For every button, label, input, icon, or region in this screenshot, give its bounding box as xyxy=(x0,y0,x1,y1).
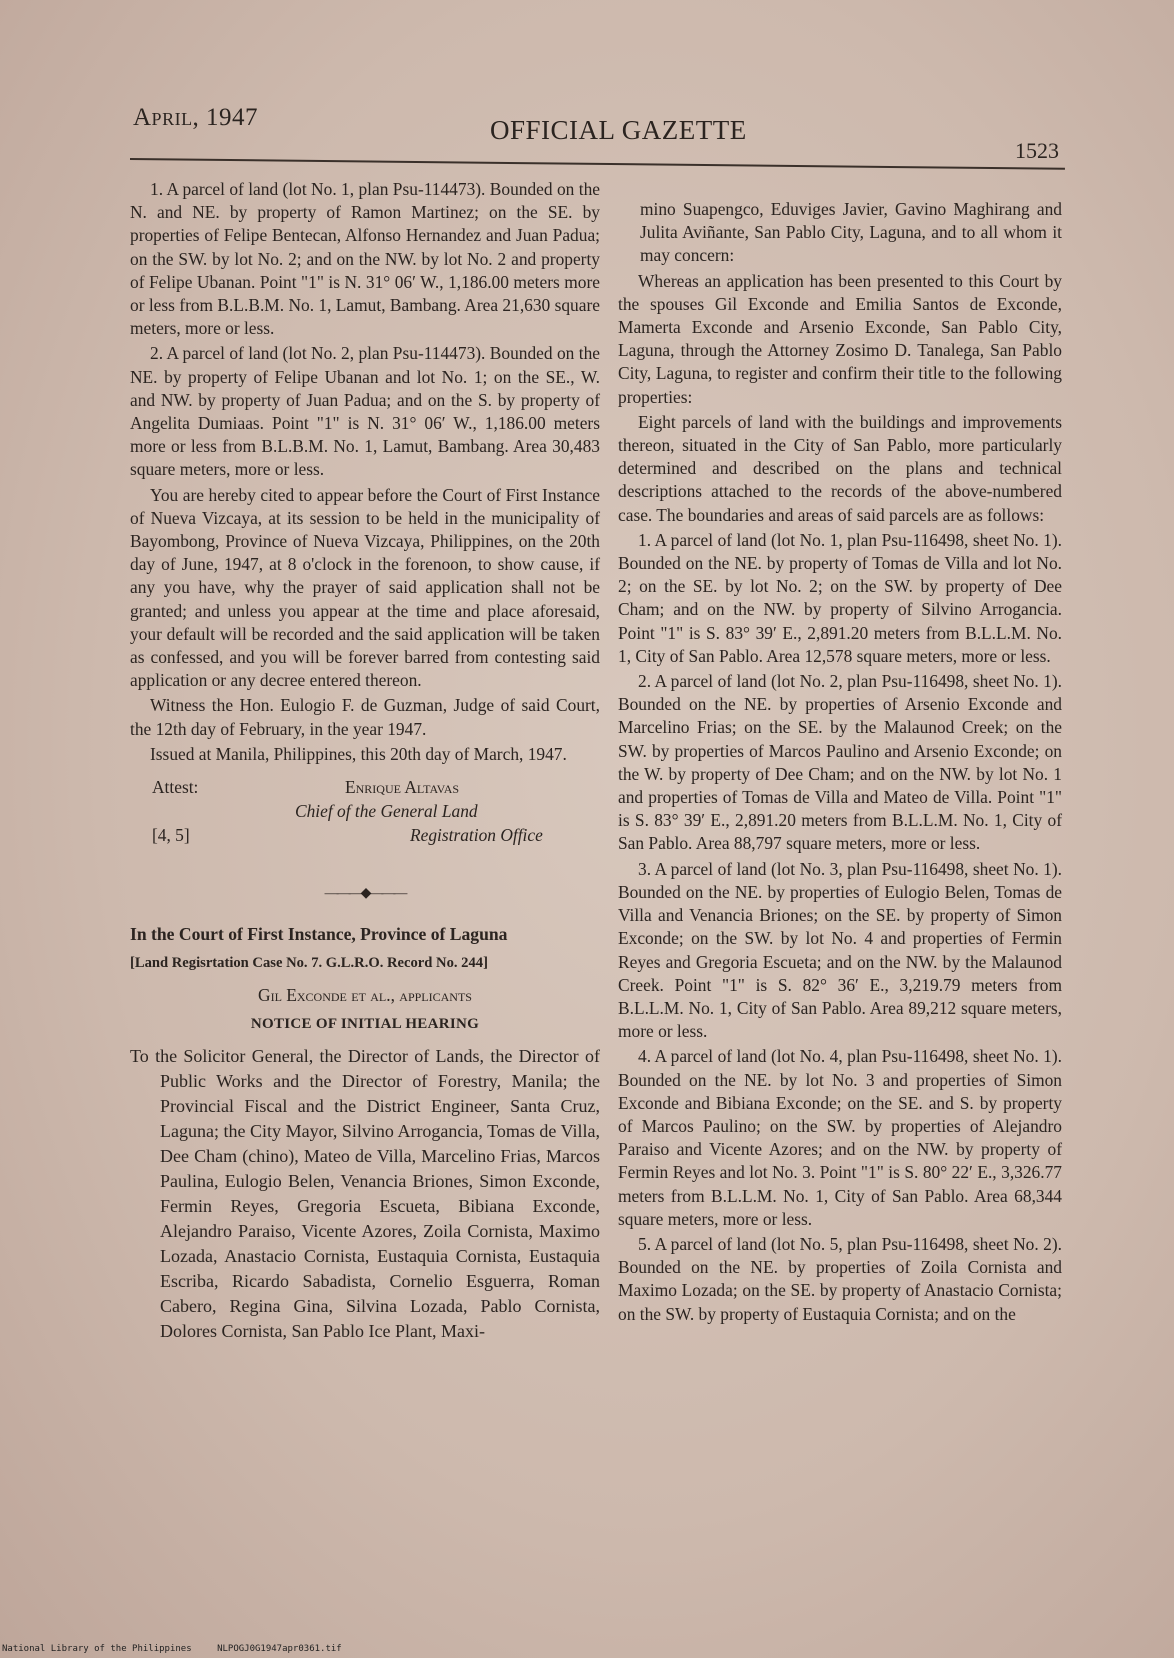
scan-footer xyxy=(2,1644,362,1654)
signer-office: Registration Office xyxy=(410,825,543,846)
case-line: [Land Regisrtation Case No. 7. G.L.R.O. Record No. 244] xyxy=(130,955,488,972)
header-date: April, 1947 xyxy=(133,104,259,131)
parcel-paragraph: 1. A parcel of land (lot No. 1, plan Psu-114473). Bounded on the N. and NE. by property of Ramon Martinez; on the SE. by properties of Felipe Bentecan, Alfonso Hernandez and Juan Padua; on the SW. by lot No. 2; and on the NW. by lot No. 2 and property of Felipe Ubanan. Point "1" is N. 31° 06′ W., 1,186.00 meters more or less from B.L.B.M. No. 1, Lamut, Bambang. Area 21,630 square meters, more or less. xyxy=(130,179,600,339)
issued-paragraph: Issued at Manila, Philippines, this 20th day of March, 1947. xyxy=(150,743,567,764)
parcel-paragraph: 2. A parcel of land (lot No. 2, plan Psu-114473). Bounded on the NE. by property of Felipe Ubanan and lot No. 1; on the SE., W. and NW. by property of Juan Padua; and on the S. by property of Angelita Dumiaas. Point "1" is N. 31° 06′ W., 1,186.00 meters more or less from B.L.B.M. No. 1, Lamut, Bambang. Area 30,483 square meters, more or less. xyxy=(130,343,600,480)
page-number: 1523 xyxy=(1015,138,1059,163)
attestation-block xyxy=(130,776,600,872)
parcel-paragraph: 5. A parcel of land (lot No. 5, plan Psu-116498, sheet No. 2). Bounded on the NE. by properties of Zoila Cornista and Maximo Lozada; on the SE. by property of Anastacio Cornista; on the SW. by property of Eustaquia Cornista; and on the xyxy=(618,1233,1062,1324)
left-column xyxy=(130,178,600,1346)
footer-file: NLPOGJ0G1947apr0361.tif xyxy=(217,1644,342,1654)
header-title: OFFICIAL GAZETTE xyxy=(490,115,747,145)
right-column xyxy=(618,198,1062,1328)
parties-line: Gil Exconde et al., applicants xyxy=(258,984,472,1005)
addressees-continued: mino Suapengco, Eduviges Javier, Gavino Maghirang and Julita Aviñante, San Pablo City, Laguna, and to all whom it may concern: xyxy=(640,199,1062,266)
issue-reference: [4, 5] xyxy=(152,825,190,846)
citation-paragraph: You are hereby cited to appear before the Court of First Instance of Nueva Vizcaya, at its session to be held in the municipality of Bayombong, Province of Nueva Vizcaya, Philippines, on the 20th day of June, 1947, at 8 o'clock in the forenoon, to show cause, if any you have, why the prayer of said application shall not be granted; and unless you appear at the time and place aforesaid, your default will be recorded and the said application will be taken as confessed, and you will be forever barred from contesting said application or any decree entered thereon. xyxy=(130,484,600,691)
parcel-paragraph: 1. A parcel of land (lot No. 1, plan Psu-116498, sheet No. 1). Bounded on the NE. by property of Tomas de Villa and lot No. 2; on the SE. by lot No. 2; on the SW. by property of Dee Cham; and on the NW. by property of Silvino Arrogancia. Point "1" is S. 83° 39′ E., 2,891.20 meters from B.L.L.M. No. 1, City of San Pablo. Area 12,578 square meters, more or less. xyxy=(618,529,1062,666)
parcel-paragraph: 2. A parcel of land (lot No. 2, plan Psu-116498, sheet No. 1). Bounded on the NE. by properties of Arsenio Exconde and Marcelino Frias; on the SE. by the Malaunod Creek; on the SW. by properties of Marcos Paulino and Arsenio Exconde; on the W. by property of Dee Cham; and on the NW. by lot No. 1 and properties of Tomas de Villa and Mateo de Villa. Point "1" is S. 83° 39′ E., 2,891.20 meters from B.L.L.M. No. 1, City of San Pablo. Area 88,797 square meters, more or less. xyxy=(618,671,1062,854)
parcel-paragraph: 4. A parcel of land (lot No. 4, plan Psu-116498, sheet No. 1). Bounded on the NE. by lot No. 3 and properties of Simon Exconde and Bibiana Exconde; on the SE. and S. by property of Marcos Paulino; on the SW. by properties of Alejandro Paraiso and Vicente Azores; and on the NW. by property of Fermin Reyes and lot No. 3. Point "1" is S. 80° 22′ E., 3,326.77 meters from B.L.L.M. No. 1, City of San Pablo. Area 68,344 square meters, more or less. xyxy=(618,1046,1062,1229)
section-divider: ―――◆――― xyxy=(324,886,406,902)
notice-title: NOTICE OF INITIAL HEARING xyxy=(250,1015,480,1032)
court-heading: In the Court of First Instance, Province of Laguna xyxy=(130,924,508,945)
addressees-paragraph: To the Solicitor General, the Director of Lands, the Director of Public Works and the Director of Forestry, Manila; the Provincial Fiscal and the District Engineer, Santa Cruz, Laguna; the City Mayor, Silvino Arrogancia, Tomas de Villa, Dee Cham (chino), Mateo de Villa, Marcelino Frias, Marcos Paulina, Eulogio Belen, Venancia Briones, Simon Exconde, Fermin Reyes, Gregoria Escueta, Bibiana Exconde, Alejandro Paraiso, Vicente Azores, Zoila Cornista, Maximo Lozada, Anastacio Cornista, Eustaquia Cornista, Eustaquia Escriba, Ricardo Sabadista, Cornelio Esguerra, Roman Cabero, Regina Gina, Silvina Lozada, Pablo Cornista, Dolores Cornista, San Pablo Ice Plant, Maxi- xyxy=(130,1046,600,1342)
attest-label: Attest: xyxy=(152,777,199,798)
header-rule xyxy=(130,158,1065,170)
whereas-paragraph: Whereas an application has been presented to this Court by the spouses Gil Exconde and Emilia Santos de Exconde, Mamerta Exconde and Arsenio Exconde, San Pablo City, Laguna, through the Attorney Zosimo D. Tanalega, San Pablo City, Laguna, to register and confirm their title to the following properties: xyxy=(618,270,1062,407)
parcels-intro-paragraph: Eight parcels of land with the buildings and improvements thereon, situated in the City of San Pablo, more particularly determined and described on the plans and technical descriptions attached to the records of the above-numbered case. The boundaries and areas of said parcels are as follows: xyxy=(618,411,1062,525)
signer-name: Enrique Altavas xyxy=(345,777,460,798)
parcel-paragraph: 3. A parcel of land (lot No. 3, plan Psu-116498, sheet No. 1). Bounded on the NE. by properties of Eulogio Belen, Tomas de Villa and Venancia Briones; on the SE. by property of Simon Exconde; on the SW. by lot No. 4 and properties of Fermin Reyes and Gregoria Escueta; and on the NW. by the Malaunod Creek. Point "1" is S. 82° 36′ E., 3,219.79 meters from B.L.L.M. No. 1, City of San Pablo. Area 89,212 square meters, more or less. xyxy=(618,858,1062,1042)
signer-title: Chief of the General Land xyxy=(295,801,478,822)
footer-library: National Library of the Philippines xyxy=(2,1644,192,1654)
witness-paragraph: Witness the Hon. Eulogio F. de Guzman, Judge of said Court, the 12th day of February, in the year 1947. xyxy=(130,695,600,739)
